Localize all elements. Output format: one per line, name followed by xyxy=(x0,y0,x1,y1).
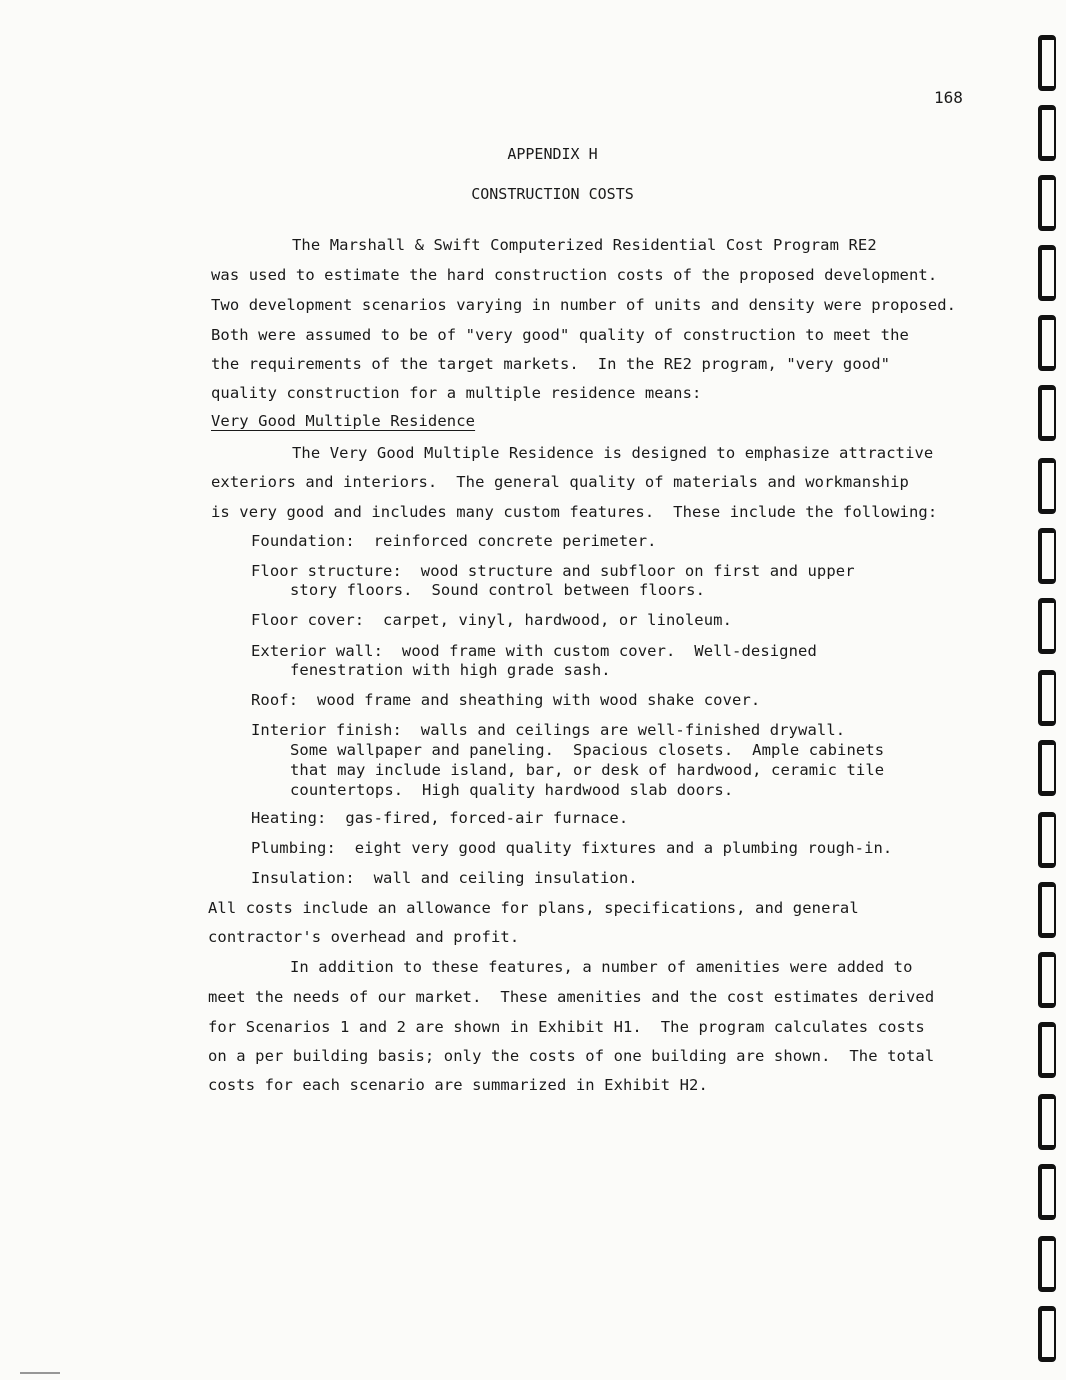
feature-floor-structure: Floor structure: wood structure and subfloor on first and upper xyxy=(251,562,855,580)
feature-plumbing: Plumbing: eight very good quality fixtures and a plumbing rough-in. xyxy=(251,839,893,857)
binding-ring xyxy=(1038,882,1056,938)
feature-exterior-wall: Exterior wall: wood frame with custom cover. Well-designed xyxy=(251,642,817,660)
binding-ring xyxy=(1038,1164,1056,1220)
binding-ring xyxy=(1038,458,1056,514)
feature-interior-finish-cont: countertops. High quality hardwood slab doors. xyxy=(290,781,734,799)
binding-ring xyxy=(1038,1236,1056,1292)
feature-interior-finish-cont: that may include island, bar, or desk of hardwood, ceramic tile xyxy=(290,761,885,779)
feature-interior-finish-cont: Some wallpaper and paneling. Spacious closets. Ample cabinets xyxy=(290,741,885,759)
binding-ring xyxy=(1038,385,1056,441)
binding-ring xyxy=(1038,1306,1056,1362)
feature-insulation: Insulation: wall and ceiling insulation. xyxy=(251,869,638,887)
intro-line: was used to estimate the hard construction costs of the proposed development. xyxy=(211,266,938,284)
intro-line: quality construction for a multiple residence means: xyxy=(211,384,702,402)
closing-line: on a per building basis; only the costs of one building are shown. The total xyxy=(208,1047,935,1065)
feature-floor-cover: Floor cover: carpet, vinyl, hardwood, or linoleum. xyxy=(251,611,733,629)
subheading: Very Good Multiple Residence xyxy=(211,412,476,430)
intro-line: Both were assumed to be of "very good" quality of construction to meet the xyxy=(211,326,909,344)
binding-ring xyxy=(1038,670,1056,726)
binding-ring xyxy=(1038,598,1056,654)
allowance-line: All costs include an allowance for plans, specifications, and general xyxy=(208,899,859,917)
feature-interior-finish: Interior finish: walls and ceilings are well-finished drywall. xyxy=(251,721,846,739)
description-line: is very good and includes many custom features. These include the following: xyxy=(211,503,938,521)
binding-ring xyxy=(1038,740,1056,796)
description-line: exteriors and interiors. The general quality of materials and workmanship xyxy=(211,473,909,491)
page-number: 168 xyxy=(934,88,963,107)
closing-line: In addition to these features, a number of amenities were added to xyxy=(290,958,913,976)
intro-line: the requirements of the target markets. In the RE2 program, "very good" xyxy=(211,355,891,373)
intro-line: Two development scenarios varying in number of units and density were proposed. xyxy=(211,296,957,314)
feature-exterior-wall-cont: fenestration with high grade sash. xyxy=(290,661,611,679)
binding-ring xyxy=(1038,1094,1056,1150)
binding-ring xyxy=(1038,35,1056,91)
binding-ring xyxy=(1038,952,1056,1008)
binding-ring xyxy=(1038,812,1056,868)
feature-floor-structure-cont: story floors. Sound control between floors. xyxy=(290,581,705,599)
closing-line: for Scenarios 1 and 2 are shown in Exhibit H1. The program calculates costs xyxy=(208,1018,925,1036)
binding-ring xyxy=(1038,1022,1056,1078)
feature-heating: Heating: gas-fired, forced-air furnace. xyxy=(251,809,629,827)
intro-line: The Marshall & Swift Computerized Residential Cost Program RE2 xyxy=(292,236,877,254)
allowance-line: contractor's overhead and profit. xyxy=(208,928,520,946)
binding-ring xyxy=(1038,105,1056,161)
closing-line: meet the needs of our market. These amenities and the cost estimates derived xyxy=(208,988,935,1006)
binding-ring xyxy=(1038,245,1056,301)
feature-foundation: Foundation: reinforced concrete perimeter. xyxy=(251,532,657,550)
binding-ring xyxy=(1038,175,1056,231)
scan-artifact xyxy=(20,1372,60,1374)
feature-roof: Roof: wood frame and sheathing with wood shake cover. xyxy=(251,691,761,709)
section-title: CONSTRUCTION COSTS xyxy=(471,185,634,203)
description-line: The Very Good Multiple Residence is designed to emphasize attractive xyxy=(292,444,934,462)
binding-ring xyxy=(1038,315,1056,371)
appendix-title: APPENDIX H xyxy=(507,145,598,163)
closing-line: costs for each scenario are summarized in Exhibit H2. xyxy=(208,1076,708,1094)
binding-ring xyxy=(1038,528,1056,584)
